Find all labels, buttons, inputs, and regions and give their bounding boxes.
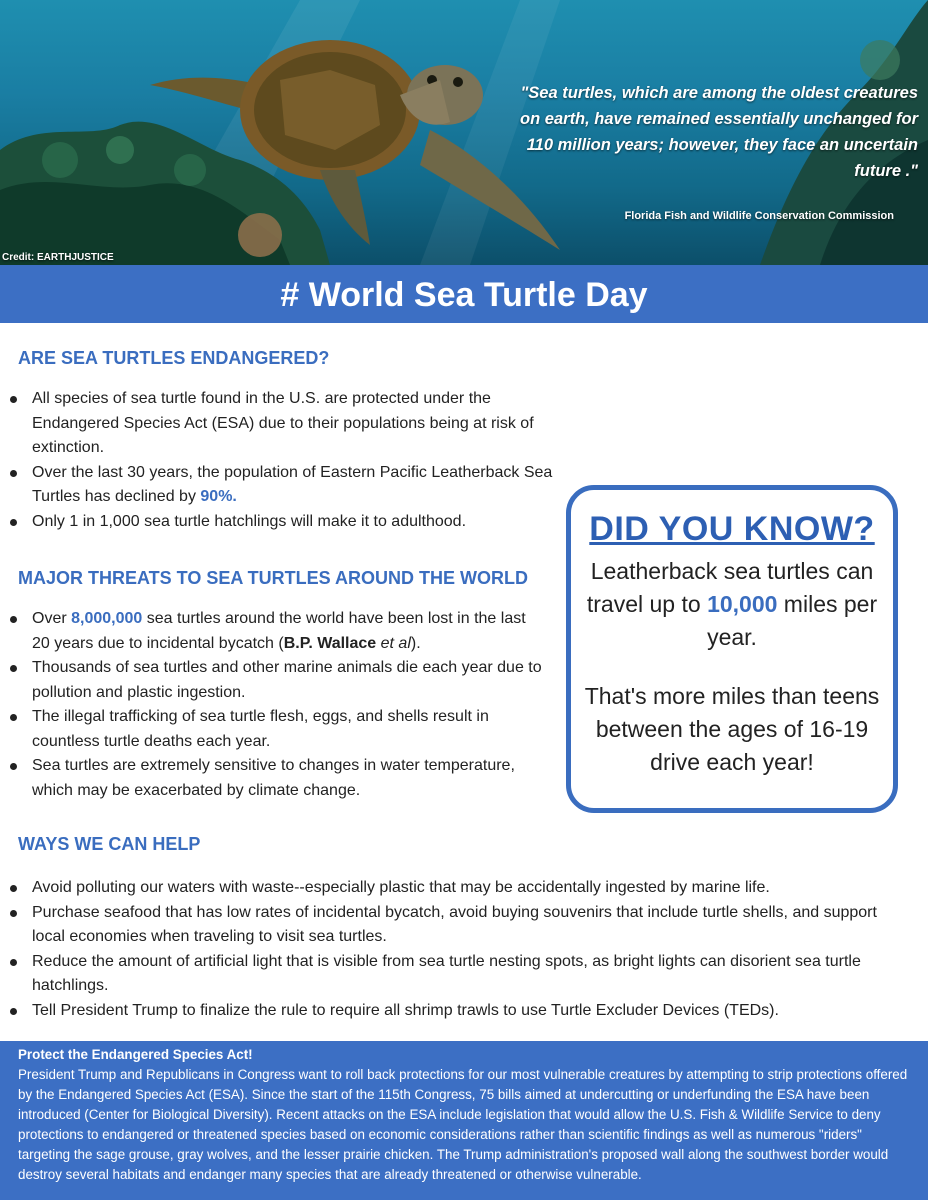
did-you-know-title: DID YOU KNOW?	[589, 510, 875, 548]
list-item: Purchase seafood that has low rates of incidental bycatch, avoid buying souvenirs that include turtle shells, and support local economies when traveling to visit sea turtles.	[0, 901, 900, 950]
heading-threats: MAJOR THREATS TO SEA TURTLES AROUND THE WORLD	[18, 568, 528, 588]
bullet-icon	[10, 470, 17, 477]
did-you-know-box	[566, 485, 898, 813]
list-item: Over 8,000,000 sea turtles around the world have been lost in the last 20 years due to incidental bycatch (B.P. Wallace et al).	[0, 607, 545, 656]
footer-title: Protect the Endangered Species Act!	[18, 1047, 253, 1062]
heading-help: WAYS WE CAN HELP	[18, 834, 201, 854]
list-item: The illegal trafficking of sea turtle flesh, eggs, and shells result in countless turtle deaths each year.	[0, 705, 545, 754]
list-item: All species of sea turtle found in the U.S. are protected under the Endangered Species Act (ESA) due to their populations being at risk of extinction.	[0, 387, 560, 461]
bullet-icon	[10, 885, 17, 892]
list-item: Avoid polluting our waters with waste--especially plastic that may be accidentally ingested by marine life.	[0, 876, 900, 901]
bullet-icon	[10, 616, 17, 623]
heading-endangered: ARE SEA TURTLES ENDANGERED?	[18, 348, 330, 368]
list-item: Over the last 30 years, the population of Eastern Pacific Leatherback Sea Turtles has declined by 90%.	[0, 461, 560, 510]
did-you-know-comparison: That's more miles than teens between the ages of 16-19 drive each year!	[584, 683, 880, 775]
bullet-icon	[10, 763, 17, 770]
did-you-know-fact: Leatherback sea turtles can travel up to 10,000 miles per year.	[586, 558, 878, 650]
list-item: Sea turtles are extremely sensitive to changes in water temperature, which may be exacerbated by climate change.	[0, 754, 545, 803]
bullet-icon	[10, 1008, 17, 1015]
decline-percent: 90%.	[200, 488, 237, 505]
list-item: Reduce the amount of artificial light that is visible from sea turtle nesting spots, as bright lights can disorient sea turtle hatchlings.	[0, 950, 900, 999]
page-title: # World Sea Turtle Day	[0, 265, 928, 323]
hero-quote-source: Florida Fish and Wildlife Conservation Commission	[624, 210, 894, 222]
list-item: Thousands of sea turtles and other marine animals die each year due to pollution and plastic ingestion.	[0, 656, 545, 705]
list-item: Tell President Trump to finalize the rule to require all shrimp trawls to use Turtle Excluder Devices (TEDs).	[0, 999, 900, 1024]
hero-image	[0, 0, 928, 265]
help-list	[0, 876, 900, 1023]
hero-quote: "Sea turtles, which are among the oldest creatures on earth, have remained essentially unchanged for 110 million years; however, they face an uncertain future ."	[520, 84, 918, 180]
threats-list	[0, 607, 545, 803]
footer-esa-panel	[0, 1041, 928, 1200]
photo-credit: Credit: EARTHJUSTICE	[2, 252, 114, 263]
miles-number: 10,000	[707, 591, 778, 617]
bullet-icon	[10, 910, 17, 917]
bullet-icon	[10, 959, 17, 966]
bullet-icon	[10, 714, 17, 721]
list-item: Only 1 in 1,000 sea turtle hatchlings will make it to adulthood.	[0, 510, 560, 535]
footer-body: President Trump and Republicans in Congress want to roll back protections for our most vulnerable creatures by attempting to strip protections offered by the Endangered Species Act (ESA). Since the start of the 115th Congress, 75 bills aimed at undercutting or underfunding the ESA have been introduced (Center for Biological Diversity). Recent attacks on the ESA include legislation that would allow the U.S. Fish & Wildlife Service to deny protections to endangered or threatened species based on economic considerations rather than scientific findings as well as numerous "riders" targeting the sage grouse, gray wolves, and the lesser prairie chicken. The Trump administration's proposed wall along the southwest border would destroy several habitats and endanger many species that are already threatened or otherwise vulnerable.	[18, 1067, 908, 1182]
endangered-list	[0, 387, 560, 534]
bycatch-count: 8,000,000	[71, 610, 143, 627]
bullet-icon	[10, 519, 17, 526]
bullet-icon	[10, 665, 17, 672]
bullet-icon	[10, 396, 17, 403]
